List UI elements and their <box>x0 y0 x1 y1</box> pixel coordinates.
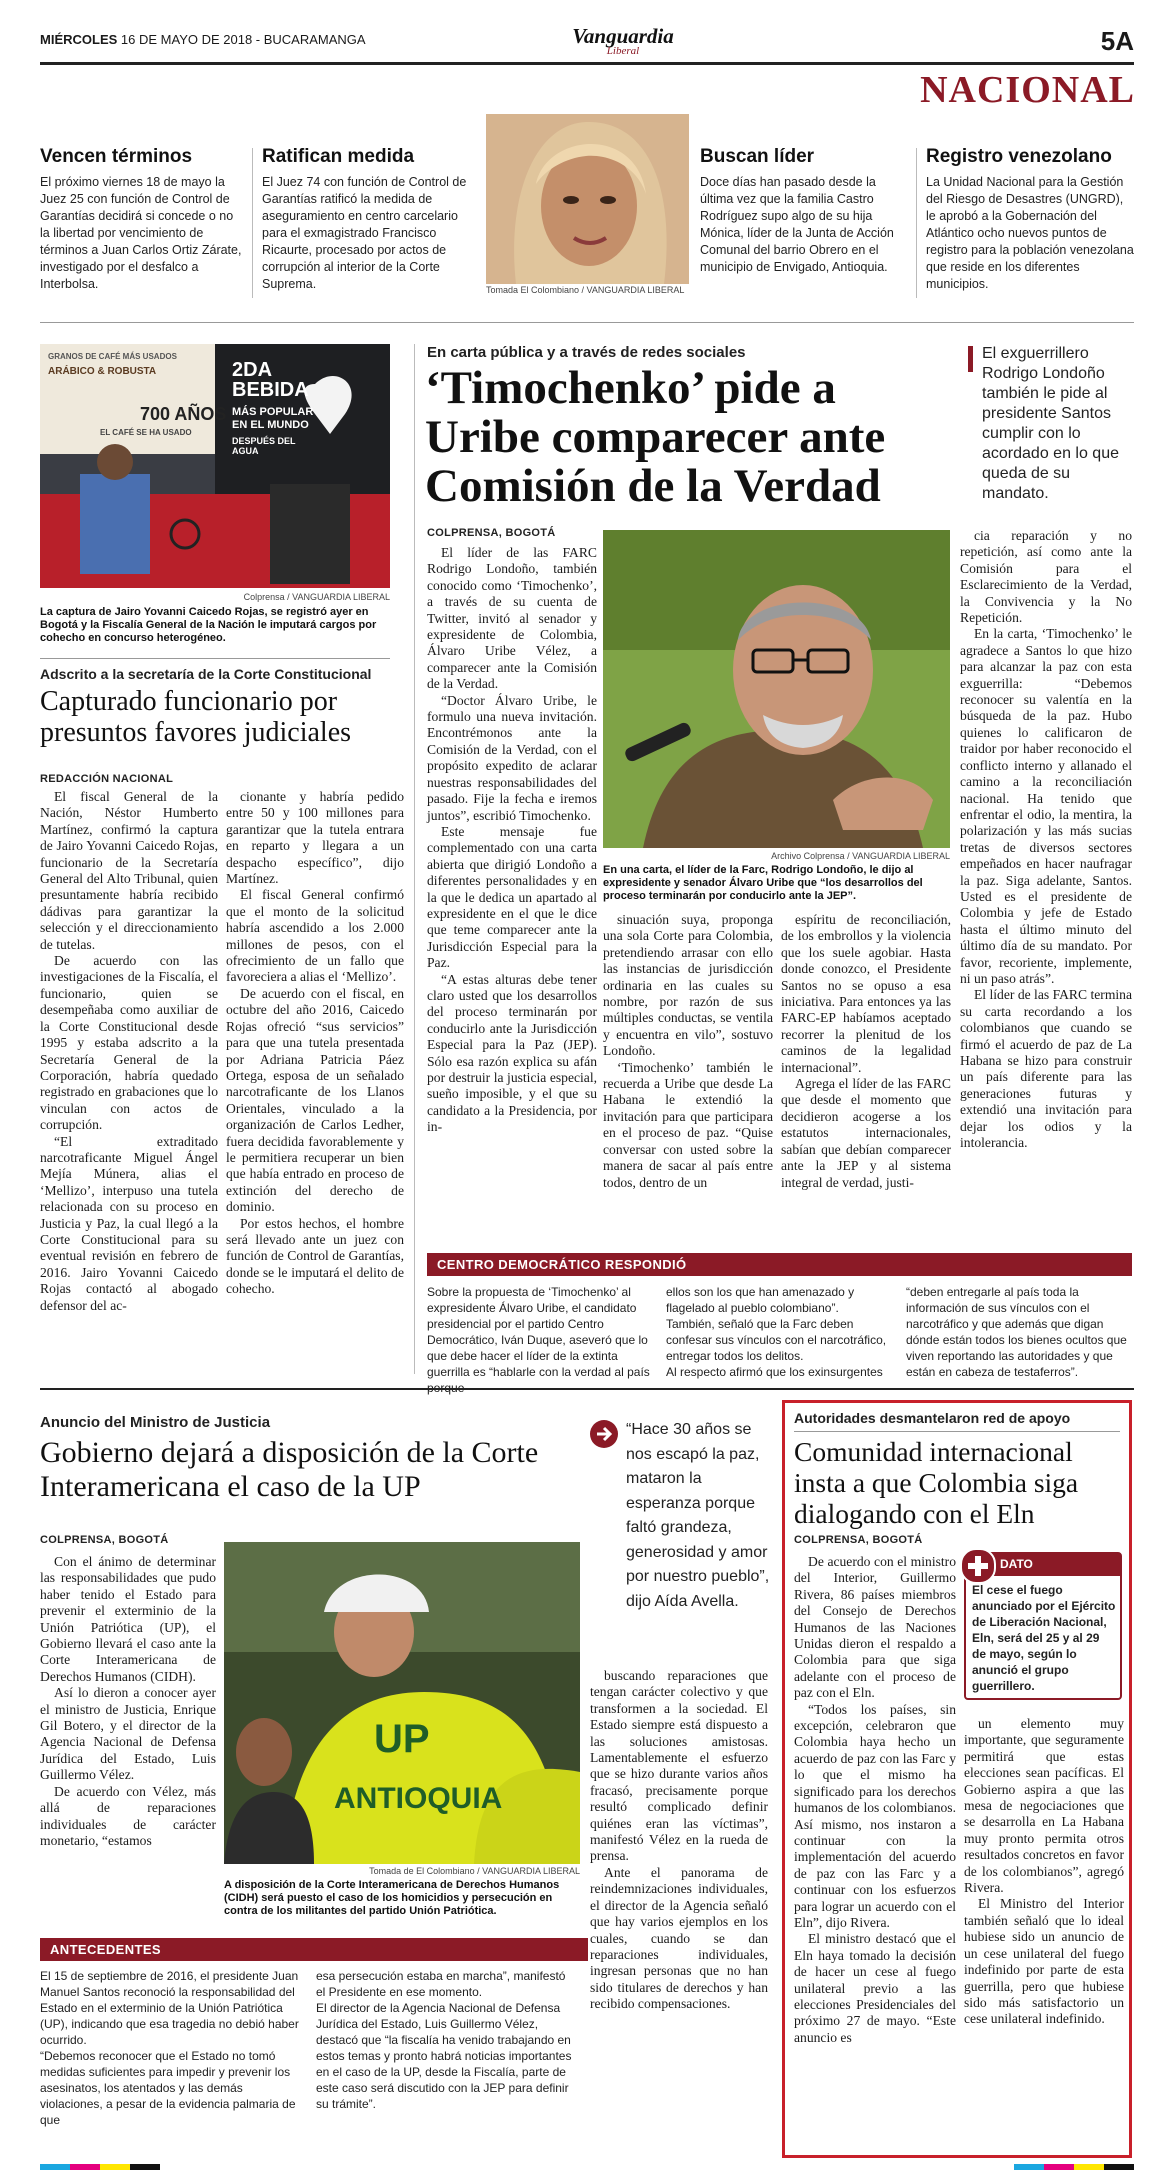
eln-col1 <box>794 1554 956 2046</box>
brief-1 <box>40 146 246 293</box>
paragraph: Ante el panorama de reindemnizaciones individuales, el director de la Agencia señaló que hay varios ejemplos en los cuales, cuando se dan reparaciones individuales, ingresan personas que no han sido titulares de derechos y han recibido compensaciones. <box>590 1864 768 2012</box>
brief-photo-credit: Tomada El Colombiano / VANGUARDIA LIBERAL <box>486 285 685 295</box>
captured-photo-credit: Colprensa / VANGUARDIA LIBERAL <box>243 592 390 602</box>
date-rest: 16 DE MAYO DE 2018 - BUCARAMANGA <box>120 32 366 47</box>
paragraph: sinuación suya, proponga una sola Corte para Colombia, pretendiendo arrasar con ello las instancias de jurisdicción ordinaria en las cuales su nombre, por razón de sus múltiples conductas, se ventila y encuentra en vilo”, sostuvo Londoño. <box>603 912 773 1059</box>
timo-byline: COLPRENSA, BOGOTÁ <box>427 527 556 539</box>
eln-kicker: Autoridades desmantelaron red de apoyo <box>794 1410 1071 1426</box>
paragraph: De acuerdo con las investigaciones de la Fiscalía, el funcionario, quien se desempeñaba como auxiliar de la Corte Constitucional desde 1995 y estaba adscrito a la Secretaría General de la Corporación, habría quedado registrado en grabaciones que lo vinculan con actos de corrupción. <box>40 953 218 1133</box>
paragraph: ellos son los que han amenazado y flagelado al pueblo colombiano”. <box>666 1285 855 1315</box>
brief-4 <box>926 146 1136 293</box>
timo-headline: ‘Timochenko’ pide a Uribe comparecer ante Comisión de la Verdad <box>425 362 886 512</box>
sign-years-sub: EL CAFÉ SE HA USADO <box>100 428 192 437</box>
brief-body: El próximo viernes 18 de mayo la Juez 25 con función de Control de Garantías decidirá si concede o no la libertad por vencimiento de términos a Juan Carlos Ortiz Zárate, investigado por el desfalco a Interbolsa. <box>40 175 242 291</box>
paragraph: El director de la Agencia Nacional de Defensa Jurídica del Estado, Luis Guillermo Vélez, destacó que “la fiscalía ha venido trabajando en estos temas y pronto habrá noticias importantes en el caso de la UP, desde la Fiscalía, parte de este caso será discutido con la JEP para definir su trámite”. <box>316 2001 572 2111</box>
timo-col3 <box>781 912 951 1191</box>
timo-col2 <box>603 912 773 1191</box>
sign-line2: ARÁBICO & ROBUSTA <box>48 366 157 377</box>
timo-pullquote: El exguerrillero Rodrigo Londoño también le pide al presidente Santos cumplir con lo acordado en lo que queda de su mandato. <box>982 345 1119 502</box>
paragraph: “El extraditado narcotraficante Miguel Ángel Mejía Múnera, alias el ‘Mellizo’, interpuso una tutela relacionada con su proceso en Justicia y Paz, la cual llegó a la Corte Constitucional para su eventual revisión en febrero de 2016. Jairo Yovanni Caicedo Rojas contactó al abogado defensor del ac- <box>40 1133 218 1313</box>
up-col2 <box>590 1668 768 2013</box>
page-number: 5A <box>1100 26 1134 56</box>
sign-big: 2DA BEBIDA <box>232 359 309 401</box>
timo-bar-col3 <box>906 1284 1132 1380</box>
paragraph: espíritu de reconciliación, de los embrollos y la violencia que los suele agobiar. Hasta donde conozco, el Presidente Santos no se opuso a esa iniciativa. Para entonces ya las FARC-EP habíamos aceptado recorrer la plenitud de los caminos de la legalidad internacional”. <box>781 912 951 1075</box>
section-divider <box>40 1388 1134 1390</box>
brief-2 <box>262 146 472 293</box>
paragraph: En la carta, ‘Timochenko’ le agradece a Santos lo que hizo para alcanzar la paz con esta exguerrilla: “Debemos reconocer su valentía en la búsqueda de la paz. Hubo quienes lo calificaron de traidor por haber reconocido el conflicto interno y allanado el camino a la reconciliación nacional. Ha tenido que enfrentar el odio, la mentira, la polarización y las más sucias tretas de diversos sectores empeñados en hacer naufragar la paz. Siga adelante, Santos. Usted es el presidente de Colombia y jefe de Estado hasta el último minuto del último día de su mandato. Por favor, recoriente, implemente, ni un paso atrás”. <box>960 626 1132 986</box>
brief-divider <box>916 148 917 298</box>
paragraph: Así lo dieron a conocer ayer el ministro de Justicia, Enrique Gil Botero, y el director de la Agencia Nacional de Defensa Jurídica del Estado, Luis Guillermo Vélez. <box>40 1685 216 1783</box>
paragraph: Sobre la propuesta de ‘Timochenko’ al expresidente Álvaro Uribe, el candidato presidencial por el partido Centro Democrático, Iván Duque, aseveró que lo que debe hacer el líder de la extinta guerrilla es “hablarle con la verdad al país <box>427 1285 650 1379</box>
captured-caption: La captura de Jairo Yovanni Caicedo Rojas, se registró ayer en Bogotá y la Fiscalía General de la Nación le imputará cargos por cohecho en concurso heterogéneo. <box>40 606 377 644</box>
up-caption: A disposición de la Corte Interamericana de Derechos Humanos (CIDH) será puesto el caso de los homicidios y persecución en contra de los militantes del partido Unión Patriótica. <box>224 1879 560 1917</box>
paragraph: El ministro destacó que el Eln haya tomado la decisión de hacer un cese al fuego unilateral previo a las elecciones Presidenciales del próximo 27 de mayo. “Este anuncio es <box>794 1931 956 2045</box>
paragraph: “deben entregarle al país toda la información de sus vínculos con el narcotráfico y que además que digan dónde están todos los bienes ocultos que viven reportando las autoridades y que están en cabeza de testaferros”. <box>906 1285 1127 1379</box>
timo-pullquote-bar <box>968 346 973 372</box>
timo-bar-col2 <box>666 1284 891 1380</box>
paragraph: “A estas alturas debe tener claro usted que los desarrollos del proceso terminarán por conducirlo ante la Jurisdicción Especial para la Paz (JEP). Sólo esa razón explica su afán por destruir la justicia especial, sueño imposible, y el que su candidato a la Presidencia, por in- <box>427 971 597 1135</box>
paper-logo <box>553 26 693 56</box>
up-quote: “Hace 30 años se nos escapó la paz, mataron la esperanza porque faltó grandeza, generosidad y amor por nuestro pueblo”, dijo Aída Avella. <box>626 1421 770 1610</box>
timo-bar: CENTRO DEMOCRÁTICO RESPONDIÓ <box>427 1253 1132 1276</box>
paragraph: ‘Timochenko’ también le recuerda a Uribe que desde La Habana le extendió la invitación para que participara en el proceso de paz. “Quise conversar con usted sobre la manera de sacar al país entre todos, dentro de un <box>603 1059 773 1190</box>
timochenko-portrait-icon <box>603 530 950 848</box>
eln-kicker-rule <box>794 1431 1120 1432</box>
brief-3 <box>700 146 908 276</box>
paragraph: De acuerdo con Vélez, más allá de reparaciones individuales de carácter monetario, “estamos <box>40 1783 216 1848</box>
captured-kicker: Adscrito a la secretaría de la Corte Constitucional <box>40 666 372 682</box>
paragraph: El fiscal General confirmó que el monto de la solicitud habría ascendido a los 2.000 millones de pesos, con el ofrecimiento de un fallo que favoreciera a alias el ‘Mellizo’. <box>226 887 404 985</box>
arrow-right-icon <box>590 1420 618 1448</box>
up-quote-arrow <box>590 1420 618 1448</box>
paragraph: El fiscal General de la Nación, Néstor Humberto Martínez, confirmó la captura de Jairo Yovanni Caicedo Rojas, funcionario de la Secretaría General del Alto Tribunal, quien presuntamente habría recibido dádivas para garantizar la selección y el direccionamiento de tutelas. <box>40 789 218 952</box>
paper-name: Vanguardia <box>572 24 674 48</box>
paragraph: buscando reparaciones que tengan carácter colectivo y que transformen a la sociedad. El Estado siempre está dispuesto a las soluciones amistosas. Lamentablemente el esfuerzo que se hizo durante varios años fracasó, precisamente porque resultó complicado definir quiénes eran las víctimas”, manifestó Vélez en la rueda de prensa. <box>590 1668 768 1864</box>
captured-byline: REDACCIÓN NACIONAL <box>40 773 174 785</box>
paragraph: El líder de las FARC Rodrigo Londoño, también conocido como ‘Timochenko’, a través de su cuenta de Twitter, invitó al senador y expresidente de Colombia, Álvaro Uribe Vélez, a comparecer ante la Comisión de la Verdad. <box>427 545 597 692</box>
paragraph: El Ministro del Interior también señaló que lo ideal hubiese sido un anuncio de un cese unilateral del fuego indefinido por parte de esta guerrilla, pero que hubiese sido más satisfactorio un cese unilateral indefinido. <box>964 1896 1124 2027</box>
brief-body: La Unidad Nacional para la Gestión del Riesgo de Desastres (UNGRD), le aprobó a la Gobernación del Atlántico ocho nuevos puntos de registro para la población venezolana que reside en los diferentes municipios. <box>926 175 1134 291</box>
paragraph: cia reparación y no repetición, así como ante la Comisión para el Esclarecimiento de la Verdad, la Convivencia y la No Repetición. <box>960 528 1132 626</box>
timo-photo-credit: Archivo Colprensa / VANGUARDIA LIBERAL <box>771 851 950 861</box>
column-divider <box>414 344 415 1374</box>
timo-kicker: En carta pública y a través de redes sociales <box>427 344 746 361</box>
color-bar-left <box>40 2164 160 2170</box>
up-bar-col2 <box>316 1968 578 2112</box>
paragraph: Por estos hechos, el hombre será llevado ante un juez con función de Control de Garantías, donde se le imputará el delito de cohecho. <box>226 1215 404 1297</box>
timo-photo <box>603 530 950 848</box>
dato-text: El cese el fuego anunciado por el Ejército de Liberación Nacional, Eln, será del 25 y al 29 de mayo, según lo anunció el grupo guerrillero. <box>972 1583 1116 1693</box>
date-day: MIÉRCOLES <box>40 32 118 47</box>
paragraph: El líder de las FARC termina su carta recordando a los colombianos que cuando se firmó el acuerdo de paz de La Habana se hizo para construir un país diferente para las generaciones futuras y extendió una invitación para dejar los odios y la intolerancia. <box>960 987 1132 1151</box>
section-divider <box>40 322 1134 323</box>
brief-title: Ratifican medida <box>262 146 415 167</box>
up-kicker: Anuncio del Ministro de Justicia <box>40 1414 271 1431</box>
paper-sub: Liberal <box>606 45 640 57</box>
masthead-rule <box>40 62 1134 65</box>
paragraph: un elemento muy importante, que seguramente permitirá que estas elecciones sean pacíficas. El Gobierno aspira a que las mesa de negociaciones que se desarrolla en La Habana muy pronto permita otros resultados concretos en favor de los colombianos”, agregó Rivera. <box>964 1716 1124 1896</box>
sign-years: 700 AÑOS <box>140 404 227 424</box>
brief-title: Buscan líder <box>700 146 815 167</box>
color-bar-right <box>1014 2164 1134 2170</box>
brief-body: El Juez 74 con función de Control de Garantías ratificó la medida de aseguramiento en centro carcelario para el exmagistrado Francisco Ricaurte, procesado por actos de corrupción al interior de la Corte Suprema. <box>262 175 467 291</box>
up-headline: Gobierno dejará a disposición de la Corte Interamericana el caso de la UP <box>40 1436 539 1503</box>
paragraph: esa persecución estaba en marcha”, manifestó el Presidente en ese momento. <box>316 1969 566 1999</box>
brief-title: Registro venezolano <box>926 146 1112 167</box>
info-cross-icon <box>962 1550 994 1582</box>
eln-col2 <box>964 1716 1124 2028</box>
paragraph: “Todos los países, sin excepción, celebraron que Colombia haya hecho un acuerdo de paz con las Farc y lo que el mismo ha significado para los derechos humanos de los colombianos. Así mismo, nos instaron a continuar con la implementación del acuerdo de paz con las Farc y a continuar con los esfuerzos para lograr un acuerdo con el Eln”, dijo Rivera. <box>794 1701 956 1930</box>
brief-divider <box>252 148 253 298</box>
up-photo <box>224 1542 580 1864</box>
eln-byline: COLPRENSA, BOGOTÁ <box>794 1534 923 1546</box>
sign-line1: GRANOS DE CAFÉ MÁS USADOS <box>48 352 177 361</box>
section-title: NACIONAL <box>920 69 1135 111</box>
up-photo-credit: Tomada de El Colombiano / VANGUARDIA LIBERAL <box>369 1866 580 1876</box>
masthead <box>40 26 1134 60</box>
brief-title: Vencen términos <box>40 146 193 167</box>
paragraph: El 15 de septiembre de 2016, el presidente Juan Manuel Santos reconoció la responsabilidad del Estado en el exterminio de la Unión Patriótica (UP), indicando que esa tragedia no debió haber ocurrido. <box>40 1969 299 2047</box>
up-col1 <box>40 1554 216 1849</box>
brief-body: Doce días han pasado desde la última vez que la familia Castro Rodríguez supo algo de su hija Mónica, líder de la Junta de Acción Comunal del barrio Obrero en el municipio de Envigado, Antioquia. <box>700 175 894 274</box>
cafe-scene-icon <box>40 344 390 588</box>
paragraph: De acuerdo con el fiscal, en octubre del año 2016, Caicedo Rojas ofreció “sus servicios” para que una tutela presentada por Adriana Patricia Páez Ortega, esposa de un señalado narcotraficante de los Llanos Orientales, vinculado a la organización de Carlos Ledher, fuera decidida favorablemente y le permitiera recuperar un bien que había entrado en proceso de extinción del derecho de dominio. <box>226 985 404 1215</box>
dato-icon-wrap <box>960 1548 996 1584</box>
captured-col2 <box>226 789 404 1298</box>
up-bar-col1 <box>40 1968 302 2128</box>
paragraph: Con el ánimo de determinar las responsabilidades que pudo haber tenido el Estado para prevenir el exterminio de la Unión Patriótica (UP), el Gobierno llevará el caso ante la Corte Interamericana de Derechos Humanos (CIDH). <box>40 1554 216 1684</box>
captured-headline: Capturado funcionario por presuntos favores judiciales <box>40 686 352 748</box>
vest-text-up: UP <box>374 1717 430 1761</box>
paragraph: “Debemos reconocer que el Estado no tomó medidas suficientes para impedir y prevenir los asesinatos, los atentados y las demás violaciones, a pesar de la evidencia palmaria de que <box>40 2049 296 2127</box>
paragraph: Agrega el líder de las FARC que desde el momento que decidieron acogerse a los estatutos internacionales, sabían que debían comparecer ante la JEP y al sistema integral de verdad, justi- <box>781 1076 951 1190</box>
dato-label: DATO <box>1000 1557 1033 1571</box>
timo-col4 <box>960 528 1132 1151</box>
paragraph: De acuerdo con el ministro del Interior, Guillermo Rivera, 86 países miembros del Consejo de Derechos Humanos de las Naciones Unidas dieron el respaldo a Colombia para que siga adelante con el proceso de paz con el Eln. <box>794 1554 956 1701</box>
paragraph: También, señaló que la Farc deben confesar sus vínculos con el narcotráfico, entregar todos los delitos. <box>666 1317 887 1363</box>
brief-photo-woman <box>486 114 689 284</box>
eln-headline: Comunidad internacional insta a que Colombia siga dialogando con el Eln <box>794 1436 1079 1529</box>
paragraph: cionante y habría pedido entre 50 y 100 millones para garantizar que la tutela entrara en reparto y llegara a un despacho específico”, dijo Martínez. <box>226 789 404 887</box>
vest-text-antioquia: ANTIOQUIA <box>334 1782 503 1815</box>
captured-photo <box>40 344 390 588</box>
paragraph: “Doctor Álvaro Uribe, le formulo una nueva invitación. Encontrémonos ante la Comisión de la Verdad, con el propósito expedito de aclarar nuestras responsabilidades del pasado. Fije la fecha e iremos juntos”, escribió Timochenko. <box>427 692 597 823</box>
dato-box <box>964 1552 1122 1700</box>
timo-bar-col1 <box>427 1284 652 1396</box>
paragraph: Este mensaje fue complementado con una carta abierta que dirigió Londoño a diferentes personalidades y en la que le dedica un apartado al expresidente en el que le dice que teme comparecer ante la Jurisdicción Especial para la Paz. <box>427 823 597 971</box>
captured-rule <box>40 658 390 659</box>
timo-caption: En una carta, el líder de la Farc, Rodrigo Londoño, le dijo al expresidente y senador Álvaro Uribe que “los desarrollos del proceso terminarán por conducirlo ante la JEP”. <box>603 864 923 902</box>
up-bar: ANTECEDENTES <box>40 1938 588 1961</box>
woman-portrait-icon <box>486 114 689 284</box>
date-line <box>40 32 366 47</box>
up-byline: COLPRENSA, BOGOTÁ <box>40 1534 169 1546</box>
paragraph: Al respecto afirmó que los exinsurgentes <box>666 1365 883 1379</box>
captured-col1 <box>40 789 218 1314</box>
timo-col1 <box>427 545 597 1136</box>
sign-small: DESPUÉS DEL AGUA <box>232 436 296 456</box>
sign-mid: MÁS POPULAR EN EL MUNDO <box>232 406 314 431</box>
